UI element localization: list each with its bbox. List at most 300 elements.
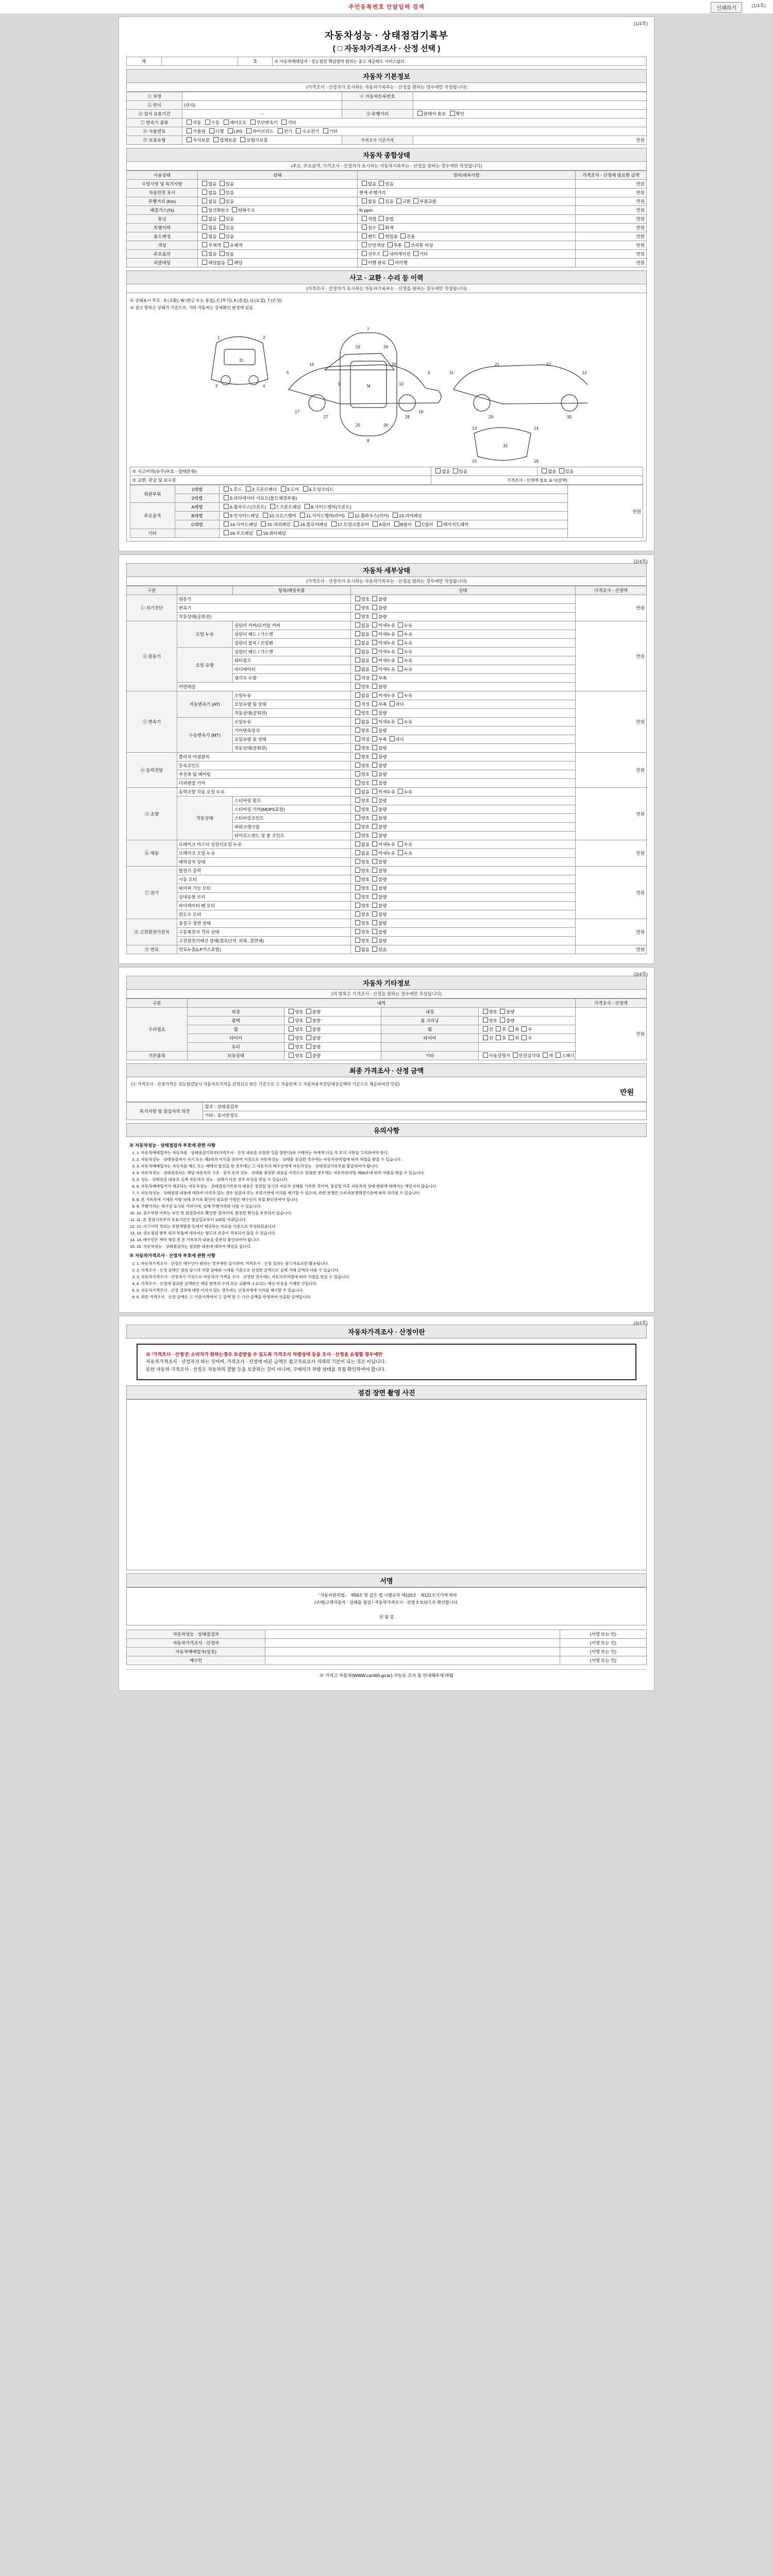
g1-r1-opts[interactable] [350, 604, 575, 613]
checkbox-p1-4[interactable] [303, 486, 308, 492]
g8-r2-opts[interactable] [350, 937, 575, 945]
checkbox-g2r4a[interactable] [355, 657, 360, 663]
checkbox-g2r2c[interactable] [398, 640, 403, 645]
checkbox-pb-3[interactable] [300, 513, 305, 518]
g7-r5-opts[interactable] [350, 910, 575, 919]
row-state-5[interactable] [198, 224, 358, 232]
g8-r1-opts[interactable] [350, 928, 575, 937]
checkbox-bi0d[interactable] [513, 1053, 518, 1058]
checkbox-g2r6a[interactable] [355, 675, 360, 680]
checkbox-r7d-c[interactable] [405, 242, 410, 247]
checkbox-bi0e[interactable] [543, 1053, 548, 1058]
row-amount-6[interactable]: 만원 [575, 232, 646, 241]
checkbox-g6r1b[interactable] [372, 850, 377, 855]
checkbox-g3r5b[interactable] [372, 736, 377, 741]
checkbox-g5r1a[interactable] [355, 798, 360, 803]
checkbox-g8r0b[interactable] [372, 920, 377, 925]
field-value-year[interactable]: (년식) [182, 101, 342, 110]
checkbox-g6r0c[interactable] [398, 841, 403, 846]
g3-amount[interactable]: 만원 [575, 691, 646, 753]
checkbox-pc-4[interactable] [331, 521, 337, 527]
row-state-6[interactable] [198, 232, 358, 241]
g1-amount[interactable]: 만원 [575, 595, 646, 621]
checkbox-g3r5a[interactable] [355, 736, 360, 741]
checkbox-g2r5c[interactable] [398, 666, 403, 671]
checkbox-g3r1c[interactable] [390, 701, 395, 706]
panel-items-1[interactable] [220, 485, 568, 494]
row-state-0[interactable] [198, 180, 358, 189]
ri-0-opts2[interactable] [478, 1008, 575, 1016]
sign-value-0[interactable] [265, 1630, 560, 1638]
row-state-4[interactable] [198, 215, 358, 224]
g4-r1-opts[interactable] [350, 761, 575, 770]
checkbox-r7-b[interactable] [224, 242, 229, 247]
checkbox-ri0d[interactable] [500, 1009, 505, 1014]
row-amount-2[interactable]: 만원 [575, 197, 646, 206]
g5-r5-opts[interactable] [350, 832, 575, 840]
field-value-transmission[interactable] [182, 118, 646, 127]
sign-seal-0[interactable]: (서명 또는 인) [560, 1630, 646, 1638]
checkbox-fuel-etc[interactable] [323, 128, 328, 133]
checkbox-ri3a[interactable] [289, 1035, 294, 1040]
bi-0-opts[interactable] [284, 1052, 381, 1060]
checkbox-ri2e[interactable] [509, 1026, 514, 1031]
g4-r3-opts[interactable] [350, 779, 575, 788]
ri-4-opts2[interactable] [478, 1043, 575, 1052]
row-detail-7[interactable] [357, 241, 575, 250]
opinion-value-2[interactable]: 기타 - 표시안정도 [203, 1111, 647, 1120]
checkbox-r0d-a[interactable] [362, 181, 367, 186]
sign-seal-3[interactable]: (서명 또는 인) [560, 1656, 646, 1665]
checkbox-r2d-a[interactable] [362, 198, 367, 204]
checkbox-r8d-b[interactable] [383, 251, 388, 256]
checkbox-g3r5c[interactable] [390, 736, 395, 741]
checkbox-g4r1b[interactable] [372, 762, 377, 768]
g3-r1-opts[interactable] [350, 700, 575, 709]
checkbox-r6d-b[interactable] [379, 233, 384, 239]
g2-r3-opts[interactable] [350, 648, 575, 656]
checkbox-wr-company[interactable] [213, 137, 219, 142]
checkbox-tr-semi[interactable] [224, 120, 229, 125]
row-amount-0[interactable]: 만원 [575, 180, 646, 189]
g7-r3-opts[interactable] [350, 893, 575, 902]
ri-1-opts2[interactable] [478, 1016, 575, 1025]
checkbox-r6d-a[interactable] [362, 233, 367, 239]
checkbox-p1-1[interactable] [224, 486, 229, 492]
checkbox-ri2a[interactable] [289, 1026, 294, 1031]
g7-r1-opts[interactable] [350, 875, 575, 884]
checkbox-g6r0a[interactable] [355, 841, 360, 846]
checkbox-g2r6b[interactable] [372, 675, 377, 680]
checkbox-ri1c[interactable] [483, 1018, 488, 1023]
g4-r0-opts[interactable] [350, 753, 575, 761]
checkbox-g2r5b[interactable] [372, 666, 377, 671]
bi-0-opts2[interactable] [478, 1052, 575, 1060]
g7-amount[interactable]: 만원 [575, 867, 646, 919]
checkbox-g8r2b[interactable] [372, 938, 377, 943]
checkbox-ri1a[interactable] [289, 1018, 294, 1023]
checkbox-fuel-gasoline[interactable] [187, 128, 192, 133]
checkbox-g2r1c[interactable] [398, 631, 403, 636]
ri-3-opts2[interactable] [478, 1034, 575, 1043]
checkbox-r5-a[interactable] [202, 225, 207, 230]
checkbox-g5r0a[interactable] [355, 789, 360, 794]
checkbox-g1r2a[interactable] [355, 614, 360, 619]
checkbox-wr-insurer[interactable] [240, 137, 245, 142]
checkbox-g3r3b[interactable] [372, 719, 377, 724]
checkbox-g3r6a[interactable] [355, 745, 360, 750]
panel-items-a[interactable] [220, 503, 568, 512]
g2-r0-opts[interactable] [350, 621, 575, 630]
checkbox-r1-b[interactable] [220, 190, 225, 195]
ri-2-opts[interactable] [284, 1025, 381, 1034]
checkbox-ri4b[interactable] [306, 1044, 311, 1049]
checkbox-g6r2a[interactable] [355, 859, 360, 864]
checkbox-pc-5[interactable] [373, 521, 378, 527]
row-amount-4[interactable]: 만원 [575, 215, 646, 224]
checkbox-r0-a[interactable] [202, 181, 207, 186]
row-amount-8[interactable]: 만원 [575, 250, 646, 259]
checkbox-ri2c[interactable] [483, 1026, 488, 1031]
checkbox-acc-yes[interactable] [453, 468, 458, 473]
checkbox-g2r1b[interactable] [372, 631, 377, 636]
checkbox-g4r2b[interactable] [372, 771, 377, 776]
panel-items-etc[interactable] [220, 529, 568, 538]
checkbox-pb-2[interactable] [263, 513, 268, 518]
checkbox-p2-1[interactable] [224, 495, 229, 500]
checkbox-g2r4c[interactable] [398, 657, 403, 663]
checkbox-r4d-a[interactable] [362, 216, 367, 221]
checkbox-g8r1b[interactable] [372, 929, 377, 934]
checkbox-pc-6[interactable] [394, 521, 399, 527]
checkbox-ri1b[interactable] [306, 1018, 311, 1023]
checkbox-g7r5a[interactable] [355, 911, 360, 917]
checkbox-g2r0a[interactable] [355, 622, 360, 628]
checkbox-r5d-a[interactable] [362, 225, 367, 230]
checkbox-r6-a[interactable] [202, 233, 207, 239]
checkbox-tr-etc[interactable] [281, 120, 287, 125]
checkbox-r2d-d[interactable] [413, 198, 418, 204]
field-value-carname[interactable] [182, 92, 342, 101]
checkbox-g8r1a[interactable] [355, 929, 360, 934]
checkbox-g3r1b[interactable] [372, 701, 377, 706]
row-detail-2[interactable] [357, 197, 575, 206]
checkbox-g7r5b[interactable] [372, 911, 377, 917]
g6-r1-opts[interactable] [350, 849, 575, 858]
checkbox-pc-1[interactable] [224, 521, 229, 527]
checkbox-g2r0c[interactable] [398, 622, 403, 628]
field-value-inspection[interactable]: ~ [182, 110, 342, 118]
checkbox-g3r4a[interactable] [355, 727, 360, 733]
checkbox-p1-2[interactable] [246, 486, 251, 492]
checkbox-ri0b[interactable] [306, 1009, 311, 1014]
g9-r0-opts[interactable] [350, 945, 575, 954]
checkbox-r2d-c[interactable] [396, 198, 401, 204]
checkbox-g8r0a[interactable] [355, 920, 360, 925]
final-amount-value[interactable]: 만원 [619, 1088, 634, 1096]
checkbox-g3r3a[interactable] [355, 719, 360, 724]
checkbox-g5r3a[interactable] [355, 815, 360, 820]
ri-0-opts[interactable] [284, 1008, 381, 1016]
checkbox-pb-1[interactable] [224, 513, 229, 518]
checkbox-pb-5[interactable] [393, 513, 398, 518]
issue-number-field[interactable] [161, 57, 238, 66]
field-value-baseprice[interactable]: 만원 [413, 136, 646, 145]
ri-2-opts2[interactable] [478, 1025, 575, 1034]
checkbox-pe-1[interactable] [224, 530, 229, 535]
checkbox-ri3b[interactable] [306, 1035, 311, 1040]
checkbox-r5-b[interactable] [220, 225, 225, 230]
checkbox-pc-2[interactable] [261, 521, 266, 527]
g8-r0-opts[interactable] [350, 919, 575, 928]
panel-items-c[interactable] [220, 520, 568, 529]
row-detail-9[interactable] [357, 259, 575, 267]
g8-amount[interactable]: 만원 [575, 919, 646, 945]
g2-r2-opts[interactable] [350, 639, 575, 648]
g6-r0-opts[interactable] [350, 840, 575, 849]
g2-r6-opts[interactable] [350, 674, 575, 683]
row-amount-9[interactable]: 만원 [575, 259, 646, 267]
g2-r1-opts[interactable] [350, 630, 575, 639]
checkbox-ri3d[interactable] [496, 1035, 501, 1040]
sign-seal-1[interactable]: (서명 또는 인) [560, 1638, 646, 1647]
row-detail-1[interactable]: 현재 주행거리 [357, 189, 575, 197]
checkbox-g9r0a[interactable] [355, 946, 360, 952]
g9-amount[interactable]: 만원 [575, 945, 646, 954]
field-value-fuel[interactable] [182, 127, 646, 136]
checkbox-g2r7b[interactable] [372, 684, 377, 689]
checkbox-g6r1c[interactable] [398, 850, 403, 855]
checkbox-pc-7[interactable] [415, 521, 421, 527]
checkbox-g5r4a[interactable] [355, 824, 360, 829]
checkbox-g7r4b[interactable] [372, 903, 377, 908]
checkbox-g5r1b[interactable] [372, 798, 377, 803]
sign-value-1[interactable] [265, 1638, 560, 1647]
sign-value-3[interactable] [265, 1656, 560, 1665]
g5-r4-opts[interactable] [350, 823, 575, 832]
g3-r6-opts[interactable] [350, 744, 575, 753]
checkbox-g2r3c[interactable] [398, 649, 403, 654]
sign-value-2[interactable] [265, 1647, 560, 1656]
checkbox-ri3c[interactable] [483, 1035, 488, 1040]
checkbox-g2r4b[interactable] [372, 657, 377, 663]
checkbox-g6r0b[interactable] [372, 841, 377, 846]
checkbox-g7r0b[interactable] [372, 868, 377, 873]
checkbox-pb-4[interactable] [348, 513, 354, 518]
print-button[interactable]: 인쇄하기 [711, 2, 742, 13]
checkbox-r4-a[interactable] [202, 216, 207, 221]
checkbox-acc-r-none[interactable] [542, 468, 547, 473]
checkbox-pe-2[interactable] [257, 530, 262, 535]
checkbox-g5r5a[interactable] [355, 833, 360, 838]
opinion-value-1[interactable]: 참조 - 상태점검부 [203, 1103, 647, 1111]
checkbox-g3r2a[interactable] [355, 710, 360, 715]
checkbox-g5r2b[interactable] [372, 806, 377, 811]
panel-items-b[interactable] [220, 512, 568, 520]
checkbox-fuel-lpg[interactable] [228, 128, 233, 133]
field-value-platenum[interactable] [413, 92, 646, 101]
g2-r7-opts[interactable] [350, 683, 575, 691]
accident-options-right[interactable] [537, 467, 643, 476]
checkbox-r2d-b[interactable] [379, 198, 384, 204]
checkbox-acc-none[interactable] [435, 468, 441, 473]
checkbox-r9d-a[interactable] [362, 260, 367, 265]
row-state-7[interactable] [198, 241, 358, 250]
checkbox-r8-b[interactable] [220, 251, 225, 256]
checkbox-g7r3a[interactable] [355, 894, 360, 899]
checkbox-pc-3[interactable] [294, 521, 299, 527]
checkbox-g3r0c[interactable] [398, 692, 403, 698]
g1-r0-opts[interactable] [350, 595, 575, 604]
checkbox-ri0c[interactable] [483, 1009, 488, 1014]
g2-r4-opts[interactable] [350, 656, 575, 665]
checkbox-tr-cvt[interactable] [250, 120, 256, 125]
checkbox-g3r3c[interactable] [398, 719, 403, 724]
checkbox-ri0a[interactable] [289, 1009, 294, 1014]
field-value-warranty[interactable] [182, 136, 342, 145]
checkbox-g7r1a[interactable] [355, 876, 360, 882]
g6-amount[interactable]: 만원 [575, 840, 646, 867]
row-detail-4[interactable] [357, 215, 575, 224]
checkbox-r0-b[interactable] [220, 181, 225, 186]
checkbox-g6r2b[interactable] [372, 859, 377, 864]
g3-r2-opts[interactable] [350, 709, 575, 718]
g7-r2-opts[interactable] [350, 884, 575, 893]
checkbox-mileage-confirm[interactable] [450, 111, 455, 116]
g5-r2-opts[interactable] [350, 805, 575, 814]
checkbox-g1r0a[interactable] [355, 596, 360, 601]
checkbox-g3r2b[interactable] [372, 710, 377, 715]
checkbox-g2r3b[interactable] [372, 649, 377, 654]
checkbox-r2-a[interactable] [202, 198, 207, 204]
checkbox-g4r3b[interactable] [372, 780, 377, 785]
checkbox-g5r5b[interactable] [372, 833, 377, 838]
g3-r0-opts[interactable] [350, 691, 575, 700]
checkbox-r4d-b[interactable] [379, 216, 384, 221]
checkbox-ri2b[interactable] [306, 1026, 311, 1031]
checkbox-r9d-b[interactable] [389, 260, 394, 265]
checkbox-ri1d[interactable] [500, 1018, 505, 1023]
row-detail-6[interactable] [357, 232, 575, 241]
checkbox-r2-b[interactable] [220, 198, 225, 204]
g2-amount[interactable]: 만원 [575, 621, 646, 691]
ri-1-opts[interactable] [284, 1016, 381, 1025]
checkbox-tr-manual[interactable] [205, 120, 210, 125]
checkbox-g2r2b[interactable] [372, 640, 377, 645]
checkbox-r9-a[interactable] [202, 260, 207, 265]
g5-r0-opts[interactable] [350, 788, 575, 796]
checkbox-r8d-c[interactable] [413, 251, 418, 256]
checkbox-g1r2b[interactable] [372, 614, 377, 619]
checkbox-g9r0b[interactable] [372, 946, 377, 952]
checkbox-g3r0b[interactable] [372, 692, 377, 698]
checkbox-r3-a[interactable] [202, 207, 207, 212]
row-amount-7[interactable]: 만원 [575, 241, 646, 250]
checkbox-acc-r-yes[interactable] [559, 468, 564, 473]
checkbox-g7r2b[interactable] [372, 885, 377, 890]
checkbox-g5r4b[interactable] [372, 824, 377, 829]
g3-r4-opts[interactable] [350, 726, 575, 735]
checkbox-r1-a[interactable] [202, 190, 207, 195]
row-amount-1[interactable]: 만원 [575, 189, 646, 197]
checkbox-g5r0b[interactable] [372, 789, 377, 794]
checkbox-g2r5a[interactable] [355, 666, 360, 671]
row-state-2[interactable] [198, 197, 358, 206]
checkbox-g4r1a[interactable] [355, 762, 360, 768]
checkbox-r5d-b[interactable] [379, 225, 384, 230]
checkbox-g3r6b[interactable] [372, 745, 377, 750]
g5-r3-opts[interactable] [350, 814, 575, 823]
g6-r2-opts[interactable] [350, 858, 575, 867]
row-amount-5[interactable]: 만원 [575, 224, 646, 232]
panel-items-2[interactable] [220, 494, 568, 503]
ri-4-opts[interactable] [284, 1043, 381, 1052]
checkbox-ri4a[interactable] [289, 1044, 294, 1049]
checkbox-r4-b[interactable] [220, 216, 225, 221]
checkbox-g7r2a[interactable] [355, 885, 360, 890]
checkbox-g2r1a[interactable] [355, 631, 360, 636]
checkbox-bi0c[interactable] [483, 1053, 488, 1058]
checkbox-r9-b[interactable] [228, 260, 233, 265]
row-state-1[interactable] [198, 189, 358, 197]
g1-r2-opts[interactable] [350, 613, 575, 621]
g7-r0-opts[interactable] [350, 867, 575, 875]
row-detail-5[interactable] [357, 224, 575, 232]
checkbox-g3r1a[interactable] [355, 701, 360, 706]
checkbox-r7d-b[interactable] [388, 242, 393, 247]
accident-options[interactable] [431, 467, 537, 476]
checkbox-fuel-diesel[interactable] [209, 128, 214, 133]
checkbox-g3r4b[interactable] [372, 727, 377, 733]
checkbox-pc-8[interactable] [437, 521, 442, 527]
g5-r1-opts[interactable] [350, 796, 575, 805]
checkbox-r8d-a[interactable] [362, 251, 367, 256]
row-state-8[interactable] [198, 250, 358, 259]
row-state-3[interactable] [198, 206, 358, 215]
checkbox-g4r2a[interactable] [355, 771, 360, 776]
sign-seal-2[interactable]: (서명 또는 인) [560, 1647, 646, 1656]
checkbox-pa-3[interactable] [305, 504, 310, 509]
checkbox-pa-2[interactable] [270, 504, 275, 509]
checkbox-g5r2a[interactable] [355, 806, 360, 811]
g3-r3-opts[interactable] [350, 718, 575, 726]
checkbox-fuel-hydrogen[interactable] [296, 128, 301, 133]
checkbox-r3-b[interactable] [232, 207, 237, 212]
field-value-mileage[interactable] [413, 110, 646, 118]
row-amount-3[interactable]: 만원 [575, 206, 646, 215]
checkbox-g5r3b[interactable] [372, 815, 377, 820]
checkbox-g1r1b[interactable] [372, 605, 377, 610]
checkbox-g4r0b[interactable] [372, 754, 377, 759]
g4-r2-opts[interactable] [350, 770, 575, 779]
row-state-9[interactable] [198, 259, 358, 267]
g7-r4-opts[interactable] [350, 902, 575, 910]
checkbox-g5r0c[interactable] [398, 789, 403, 794]
checkbox-r6-b[interactable] [220, 233, 225, 239]
checkbox-wr-self[interactable] [187, 137, 192, 142]
checkbox-g7r1b[interactable] [372, 876, 377, 882]
checkbox-bi0f[interactable] [556, 1053, 561, 1058]
checkbox-r7d-a[interactable] [362, 242, 367, 247]
checkbox-g2r0b[interactable] [372, 622, 377, 628]
panel-amount[interactable]: 만원 [567, 485, 643, 538]
checkbox-g2r2a[interactable] [355, 640, 360, 645]
row-detail-8[interactable] [357, 250, 575, 259]
checkbox-ri3f[interactable] [522, 1035, 527, 1040]
checkbox-mileage-seller[interactable] [417, 111, 423, 116]
checkbox-bi0b[interactable] [306, 1053, 311, 1058]
checkbox-ri3e[interactable] [509, 1035, 514, 1040]
